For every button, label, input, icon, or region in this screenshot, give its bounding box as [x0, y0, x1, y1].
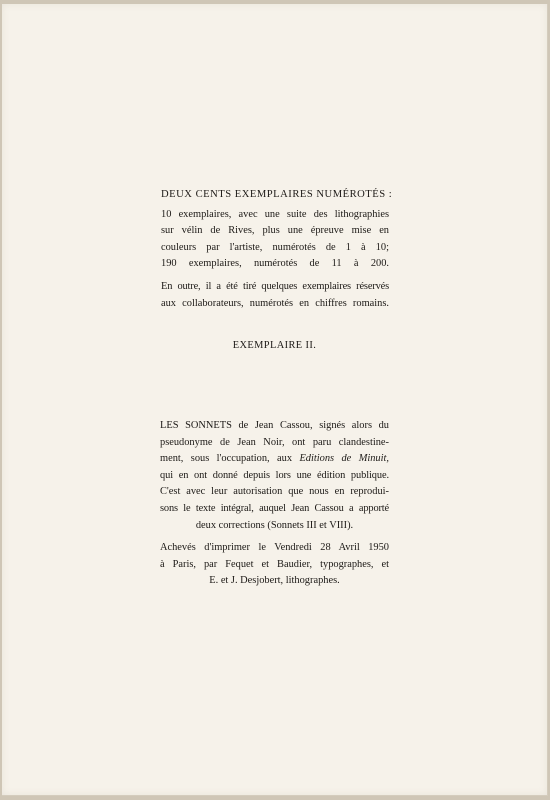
- note-line-7: deux corrections (Sonnets III et VIII).: [195, 519, 354, 531]
- note-line-1: LES SONNETS de Jean Cassou, signés alors du: [160, 420, 389, 431]
- colophon-line-3: E. et J. Desjobert, lithographes.: [209, 575, 340, 587]
- publication-note: [160, 418, 389, 590]
- note-line-6: sons le texte intégral, auquel Jean Cassou a apporté: [160, 502, 389, 514]
- edition-statement: [161, 187, 393, 312]
- edition-line-2: sur vélin de Rives, plus une épreuve mise en: [161, 225, 389, 237]
- colophon-line-2: à Paris, par Fequet et Baudier, typographes, et: [160, 558, 389, 570]
- edition-line-1: 10 exemplaires, avec une suite des lithographies: [161, 208, 389, 220]
- reserved-line-1: En outre, il a été tiré quelques exemplaires réservés: [161, 280, 389, 292]
- note-line-4: qui en ont donné depuis lors une édition publique.: [160, 469, 389, 481]
- edition-line-3: couleurs par l'artiste, numérotés de 1 à 10;: [161, 241, 389, 253]
- reserved-line-2: aux collaborateurs, numérotés en chiffres romains.: [161, 297, 389, 309]
- note-line-5: C'est avec leur autorisation que nous en reprodui-: [160, 486, 389, 498]
- colophon-line-1: Achevés d'imprimer le Vendredi 28 Avril 1950: [160, 542, 389, 554]
- edition-heading: DEUX CENTS EXEMPLAIRES NUMÉROTÉS :: [161, 189, 393, 200]
- editions-de-minuit: Editions de Minuit,: [299, 453, 390, 465]
- copy-number: EXEMPLAIRE II.: [232, 340, 317, 351]
- note-line-3: [160, 451, 389, 468]
- edition-line-4: 190 exemplaires, numérotés de 11 à 200.: [161, 258, 389, 270]
- colophon-page: [2, 4, 548, 796]
- note-line-2: pseudonyme de Jean Noir, ont paru clandestine-: [160, 436, 389, 448]
- note-line-3-text: ment, sous l'occupation, aux: [160, 453, 300, 465]
